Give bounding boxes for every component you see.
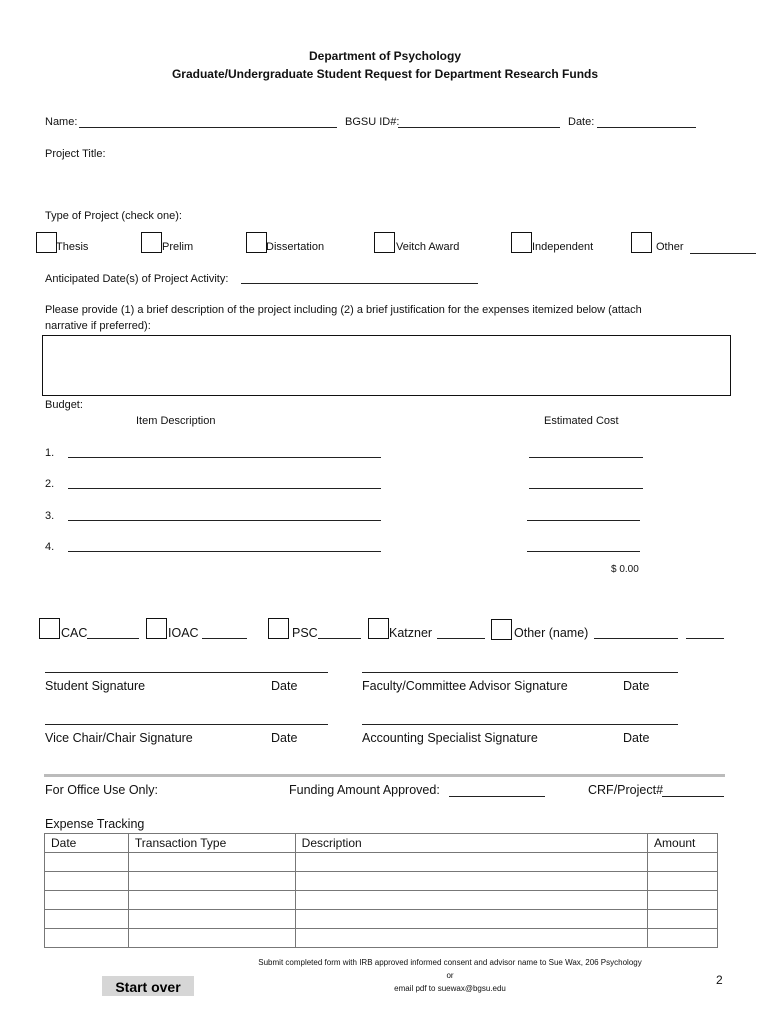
estimated-cost-header: Estimated Cost <box>544 415 619 427</box>
column-header-description: Description <box>295 834 647 853</box>
cac-checkbox[interactable] <box>39 618 60 639</box>
table-cell[interactable] <box>128 853 295 872</box>
independent-checkbox[interactable] <box>511 232 532 253</box>
other-source-label: Other (name) <box>514 626 589 640</box>
budget-row-number: 1. <box>45 447 55 459</box>
column-header-amount: Amount <box>648 834 718 853</box>
project-title-label: Project Title: <box>45 148 106 160</box>
prelim-label: Prelim <box>162 241 194 253</box>
accounting-signature-field[interactable] <box>362 724 678 725</box>
budget-cost-3-field[interactable] <box>527 520 640 521</box>
table-row <box>45 872 718 891</box>
chair-signature-label: Vice Chair/Chair Signature <box>45 731 193 745</box>
other-source-checkbox[interactable] <box>491 619 512 640</box>
budget-item-2-field[interactable] <box>68 488 381 489</box>
anticipated-date-field[interactable] <box>241 283 478 284</box>
funding-approved-label: Funding Amount Approved: <box>289 783 440 797</box>
table-cell[interactable] <box>648 853 718 872</box>
table-cell[interactable] <box>128 891 295 910</box>
table-cell[interactable] <box>295 853 647 872</box>
advisor-signature-date-label: Date <box>623 679 650 693</box>
date-field[interactable] <box>597 127 696 128</box>
description-prompt-cont: narrative if preferred): <box>45 320 151 332</box>
table-cell[interactable] <box>128 910 295 929</box>
table-row <box>45 891 718 910</box>
form-title: Graduate/Undergraduate Student Request for Department Research Funds <box>171 67 599 81</box>
cac-amount-field[interactable] <box>87 638 139 639</box>
funding-approved-field[interactable] <box>449 796 545 797</box>
name-label: Name: <box>45 116 78 128</box>
veitch-award-checkbox[interactable] <box>374 232 395 253</box>
start-over-button[interactable]: Start over <box>102 976 194 996</box>
budget-cost-4-field[interactable] <box>527 551 640 552</box>
form-department-title: Department of Psychology <box>308 49 462 63</box>
budget-total: $ 0.00 <box>611 564 639 575</box>
advisor-signature-label: Faculty/Committee Advisor Signature <box>362 679 568 693</box>
table-cell[interactable] <box>45 872 129 891</box>
katzner-label: Katzner <box>389 626 433 640</box>
table-cell[interactable] <box>295 910 647 929</box>
table-row <box>45 853 718 872</box>
office-use-divider <box>44 774 725 777</box>
independent-label: Independent <box>532 241 594 253</box>
table-cell[interactable] <box>648 910 718 929</box>
psc-checkbox[interactable] <box>268 618 289 639</box>
item-description-header: Item Description <box>136 415 216 427</box>
table-header-row <box>45 834 718 853</box>
table-cell[interactable] <box>648 929 718 948</box>
expense-table <box>44 833 718 948</box>
student-signature-field[interactable] <box>45 672 328 673</box>
description-prompt: Please provide (1) a brief description of the project including (2) a brief justification for the expenses itemized below (attach <box>45 304 642 316</box>
budget-cost-1-field[interactable] <box>529 457 643 458</box>
budget-cost-2-field[interactable] <box>529 488 643 489</box>
katzner-amount-field[interactable] <box>437 638 485 639</box>
student-signature-date-label: Date <box>271 679 298 693</box>
submit-instructions: Submit completed form with IRB approved informed consent and advisor name to Sue Wax, 206 Psychology <box>258 958 642 967</box>
table-cell[interactable] <box>45 853 129 872</box>
table-cell[interactable] <box>45 910 129 929</box>
submit-instructions-or: or <box>446 971 454 980</box>
table-cell[interactable] <box>45 929 129 948</box>
budget-label: Budget: <box>45 399 83 411</box>
budget-item-3-field[interactable] <box>68 520 381 521</box>
table-cell[interactable] <box>648 872 718 891</box>
prelim-checkbox[interactable] <box>141 232 162 253</box>
ioac-label: IOAC <box>168 626 199 640</box>
veitch-award-label: Veitch Award <box>396 241 460 253</box>
table-cell[interactable] <box>648 891 718 910</box>
chair-signature-date-label: Date <box>271 731 298 745</box>
student-signature-label: Student Signature <box>45 679 146 693</box>
description-textarea[interactable] <box>42 335 731 396</box>
column-header-transaction-type: Transaction Type <box>128 834 295 853</box>
office-use-label: For Office Use Only: <box>45 783 158 797</box>
table-cell[interactable] <box>295 929 647 948</box>
katzner-checkbox[interactable] <box>368 618 389 639</box>
submit-email-instructions: email pdf to suewax@bgsu.edu <box>394 984 506 993</box>
accounting-signature-label: Accounting Specialist Signature <box>362 731 538 745</box>
table-cell[interactable] <box>128 872 295 891</box>
anticipated-date-label: Anticipated Date(s) of Project Activity: <box>45 273 229 285</box>
thesis-checkbox[interactable] <box>36 232 57 253</box>
budget-row-number: 4. <box>45 541 55 553</box>
table-row <box>45 910 718 929</box>
psc-amount-field[interactable] <box>318 638 361 639</box>
psc-label: PSC <box>292 626 318 640</box>
project-type-label: Type of Project (check one): <box>45 210 182 222</box>
budget-row-number: 2. <box>45 478 55 490</box>
ioac-amount-field[interactable] <box>202 638 247 639</box>
table-row <box>45 929 718 948</box>
ioac-checkbox[interactable] <box>146 618 167 639</box>
budget-item-4-field[interactable] <box>68 551 381 552</box>
budget-item-1-field[interactable] <box>68 457 381 458</box>
date-label: Date: <box>568 116 595 128</box>
cac-label: CAC <box>61 626 88 640</box>
other-checkbox[interactable] <box>631 232 652 253</box>
thesis-label: Thesis <box>56 241 89 253</box>
crf-project-field[interactable] <box>662 796 724 797</box>
table-cell[interactable] <box>45 891 129 910</box>
advisor-signature-field[interactable] <box>362 672 678 673</box>
accounting-signature-date-label: Date <box>623 731 650 745</box>
table-cell[interactable] <box>128 929 295 948</box>
crf-project-label: CRF/Project# <box>588 783 664 797</box>
page-number: 2 <box>716 973 723 987</box>
other-type-field[interactable] <box>690 253 756 254</box>
chair-signature-field[interactable] <box>45 724 328 725</box>
table-cell[interactable] <box>295 891 647 910</box>
budget-row-number: 3. <box>45 510 55 522</box>
other-label: Other <box>656 241 684 253</box>
name-field[interactable] <box>79 127 337 128</box>
column-header-date: Date <box>45 834 129 853</box>
bgsu-id-field[interactable] <box>398 127 560 128</box>
bgsu-id-label: BGSU ID#: <box>345 116 400 128</box>
other-source-name-field[interactable] <box>594 638 678 639</box>
dissertation-label: Dissertation <box>266 241 325 253</box>
dissertation-checkbox[interactable] <box>246 232 267 253</box>
expense-tracking-title: Expense Tracking <box>45 817 145 831</box>
table-cell[interactable] <box>295 872 647 891</box>
other-source-amount-field[interactable] <box>686 638 724 639</box>
